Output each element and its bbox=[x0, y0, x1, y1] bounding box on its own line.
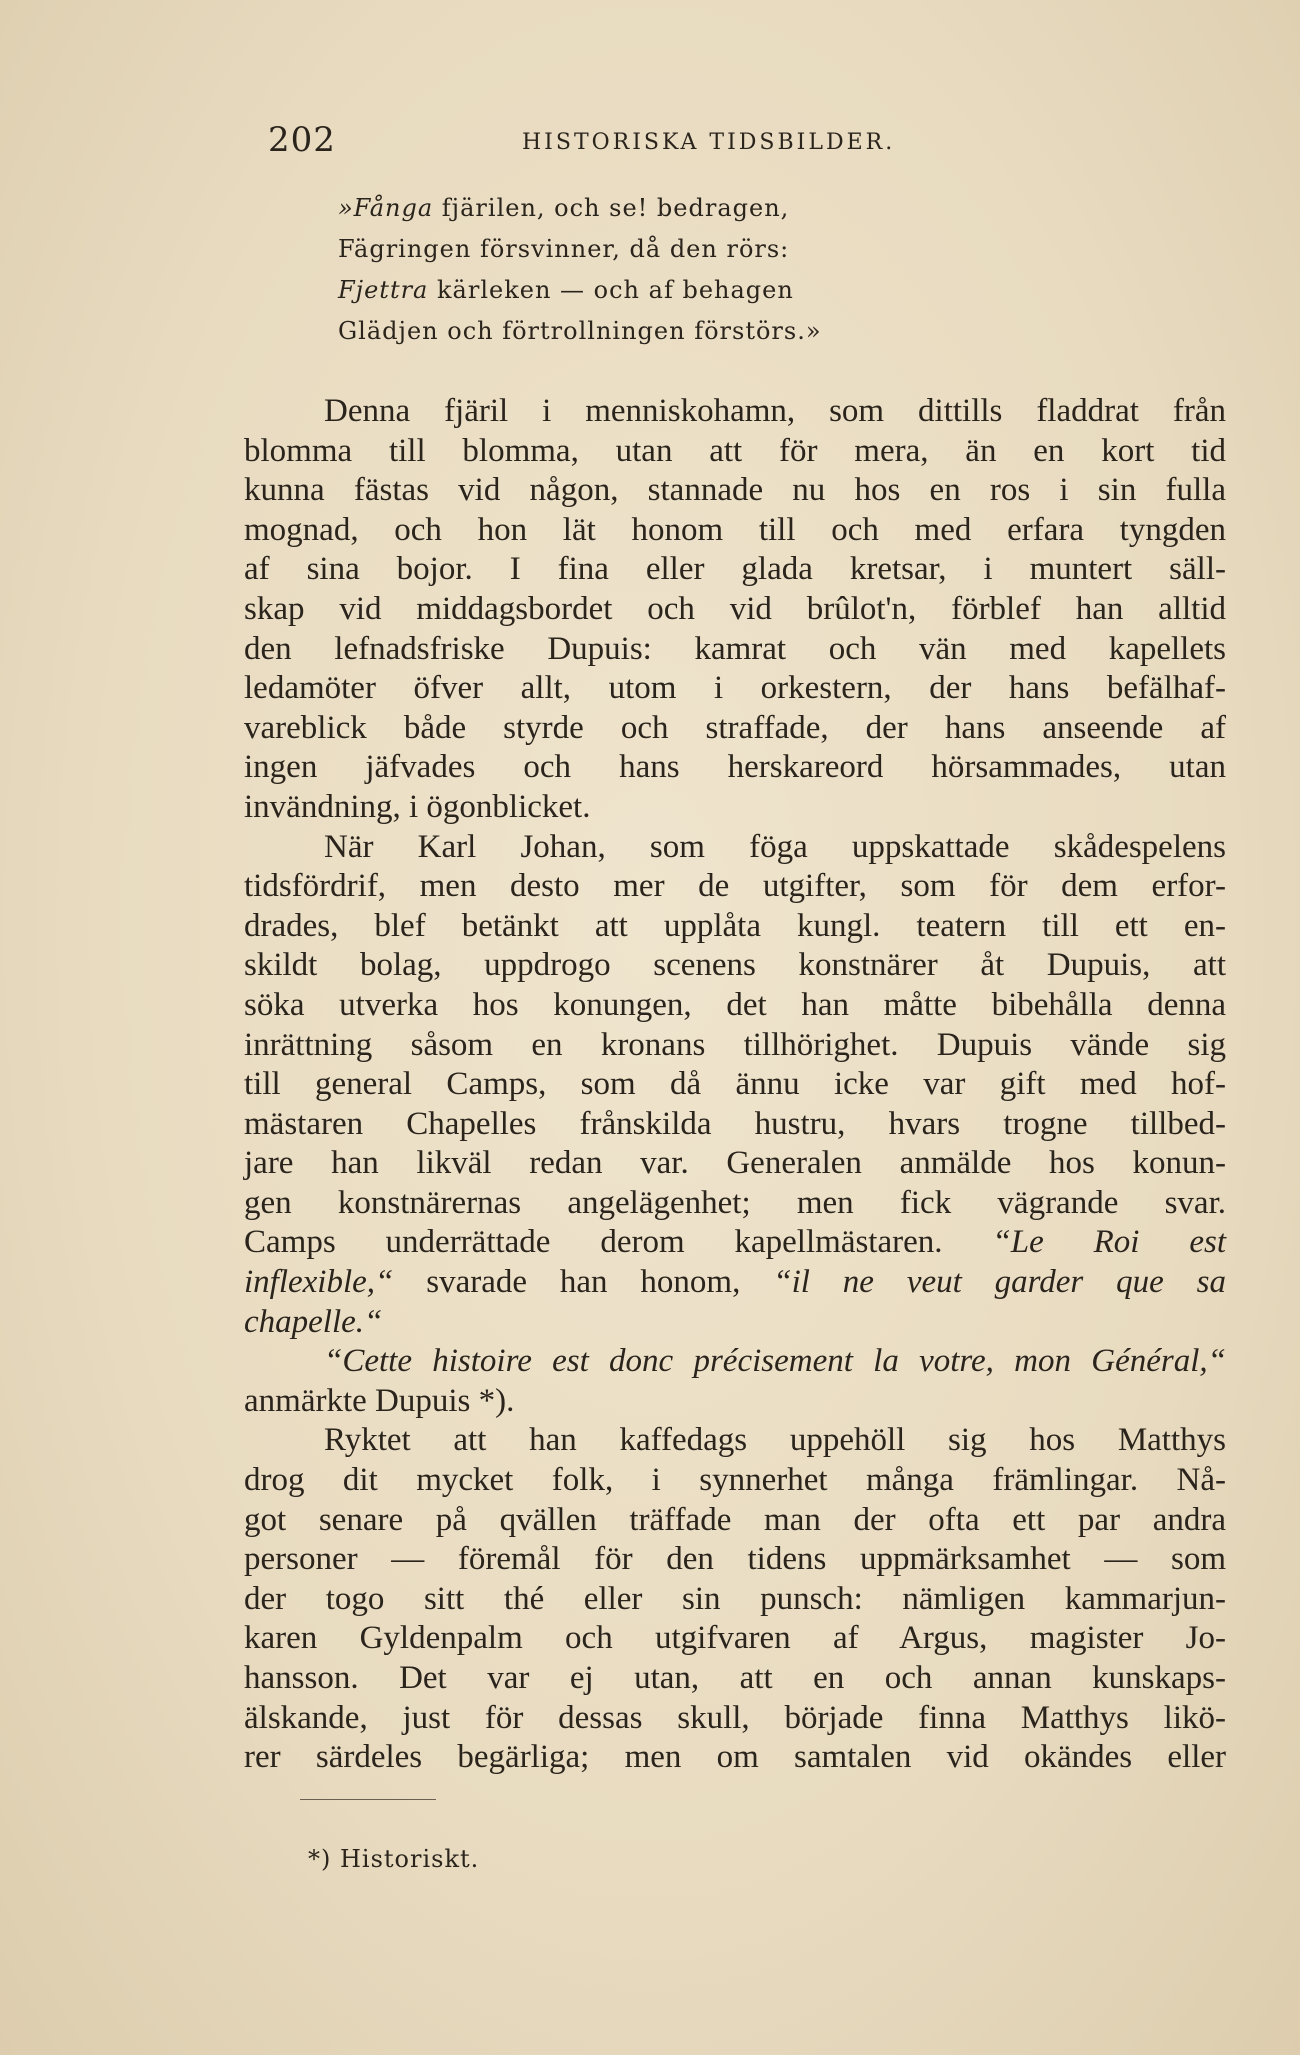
text-line: ingen jäfvades och hans herskareord hörsammades, utan bbox=[244, 749, 1226, 786]
text-line: mognad, och hon lät honom till och med erfara tyngden bbox=[244, 511, 1226, 548]
footnote-divider bbox=[300, 1799, 436, 1800]
body-text bbox=[244, 392, 1226, 1778]
poem-line: Fjettra kärleken — och af behagen bbox=[338, 276, 794, 304]
page-number: 202 bbox=[268, 120, 336, 160]
text-line: chapelle.“ bbox=[244, 1303, 383, 1340]
text-line: blomma till blomma, utan att för mera, än en kort tid bbox=[244, 432, 1226, 469]
text-line: skildt bolag, uppdrogo scenens konstnärer åt Dupuis, att bbox=[244, 947, 1226, 984]
footnote: *) Historiskt. bbox=[308, 1845, 480, 1873]
text-line: kunna fästas vid någon, stannade nu hos en ros i sin fulla bbox=[244, 472, 1226, 509]
text-line: der togo sitt thé eller sin punsch: nämligen kammarjun- bbox=[244, 1580, 1226, 1617]
poem-line: »Fånga fjärilen, och se! bedragen, bbox=[338, 194, 790, 222]
poem-line: Fägringen försvinner, då den rörs: bbox=[338, 235, 790, 263]
text-line: rer särdeles begärliga; men om samtalen vid okändes eller bbox=[244, 1739, 1226, 1776]
text-line: vareblick både styrde och straffade, der hans anseende af bbox=[244, 709, 1226, 746]
text-line: jare han likväl redan var. Generalen anmälde hos konun- bbox=[244, 1145, 1226, 1182]
text-line: den lefnadsfriske Dupuis: kamrat och vän med kapellets bbox=[244, 630, 1226, 667]
text-line: invändning, i ögonblicket. bbox=[244, 788, 591, 825]
text-line: till general Camps, som då ännu icke var gift med hof- bbox=[244, 1066, 1226, 1103]
text-line: skap vid middagsbordet och vid brûlot'n, förblef han alltid bbox=[244, 590, 1226, 627]
text-line: älskande, just för dessas skull, började finna Matthys likö- bbox=[244, 1699, 1226, 1736]
text-line: inflexible,“ svarade han honom, “il ne veut garder que sa bbox=[244, 1264, 1226, 1301]
text-line: Camps underrättade derom kapellmästaren. “Le Roi est bbox=[244, 1224, 1227, 1261]
page-header bbox=[0, 120, 1300, 160]
text-line: af sina bojor. I fina eller glada kretsar, i muntert säll- bbox=[244, 551, 1226, 588]
text-line: anmärkte Dupuis *). bbox=[244, 1382, 515, 1419]
text-line: hansson. Det var ej utan, att en och annan kunskaps- bbox=[244, 1660, 1226, 1696]
text-line: tidsfördrif, men desto mer de utgifter, som för dem erfor- bbox=[244, 868, 1226, 905]
text-line: personer — föremål för den tidens uppmärksamhet — som bbox=[244, 1541, 1226, 1578]
text-line: mästaren Chapelles frånskilda hustru, hvars trogne tillbed- bbox=[244, 1105, 1226, 1142]
text-line: inrättning såsom en kronans tillhörighet. Dupuis vände sig bbox=[244, 1026, 1226, 1063]
text-line: Denna fjäril i menniskohamn, som dittills fladdrat från bbox=[324, 393, 1226, 429]
text-line: Ryktet att han kaffedags uppehöll sig hos Matthys bbox=[324, 1422, 1226, 1459]
running-title: HISTORISKA TIDSBILDER. bbox=[522, 130, 896, 155]
text-line: “Cette histoire est donc précisement la votre, mon Général,“ bbox=[324, 1343, 1226, 1380]
text-line: karen Gyldenpalm och utgifvaren af Argus, magister Jo- bbox=[244, 1620, 1226, 1657]
poem-line: Glädjen och förtrollningen förstörs.» bbox=[338, 317, 822, 345]
text-line: söka utverka hos konungen, det han måtte bibehålla denna bbox=[244, 986, 1226, 1023]
text-line: got senare på qvällen träffade man der ofta ett par andra bbox=[244, 1501, 1226, 1538]
text-line: ledamöter öfver allt, utom i orkestern, der hans befälhaf- bbox=[244, 670, 1226, 707]
text-line: gen konstnärernas angelägenhet; men fick vägrande svar. bbox=[244, 1184, 1226, 1221]
text-line: drades, blef betänkt att upplåta kungl. teatern till ett en- bbox=[244, 907, 1226, 944]
poem-stanza bbox=[338, 188, 1038, 352]
text-line: drog dit mycket folk, i synnerhet många främlingar. Nå- bbox=[244, 1462, 1226, 1499]
text-line: När Karl Johan, som föga uppskattade skådespelens bbox=[324, 828, 1226, 865]
